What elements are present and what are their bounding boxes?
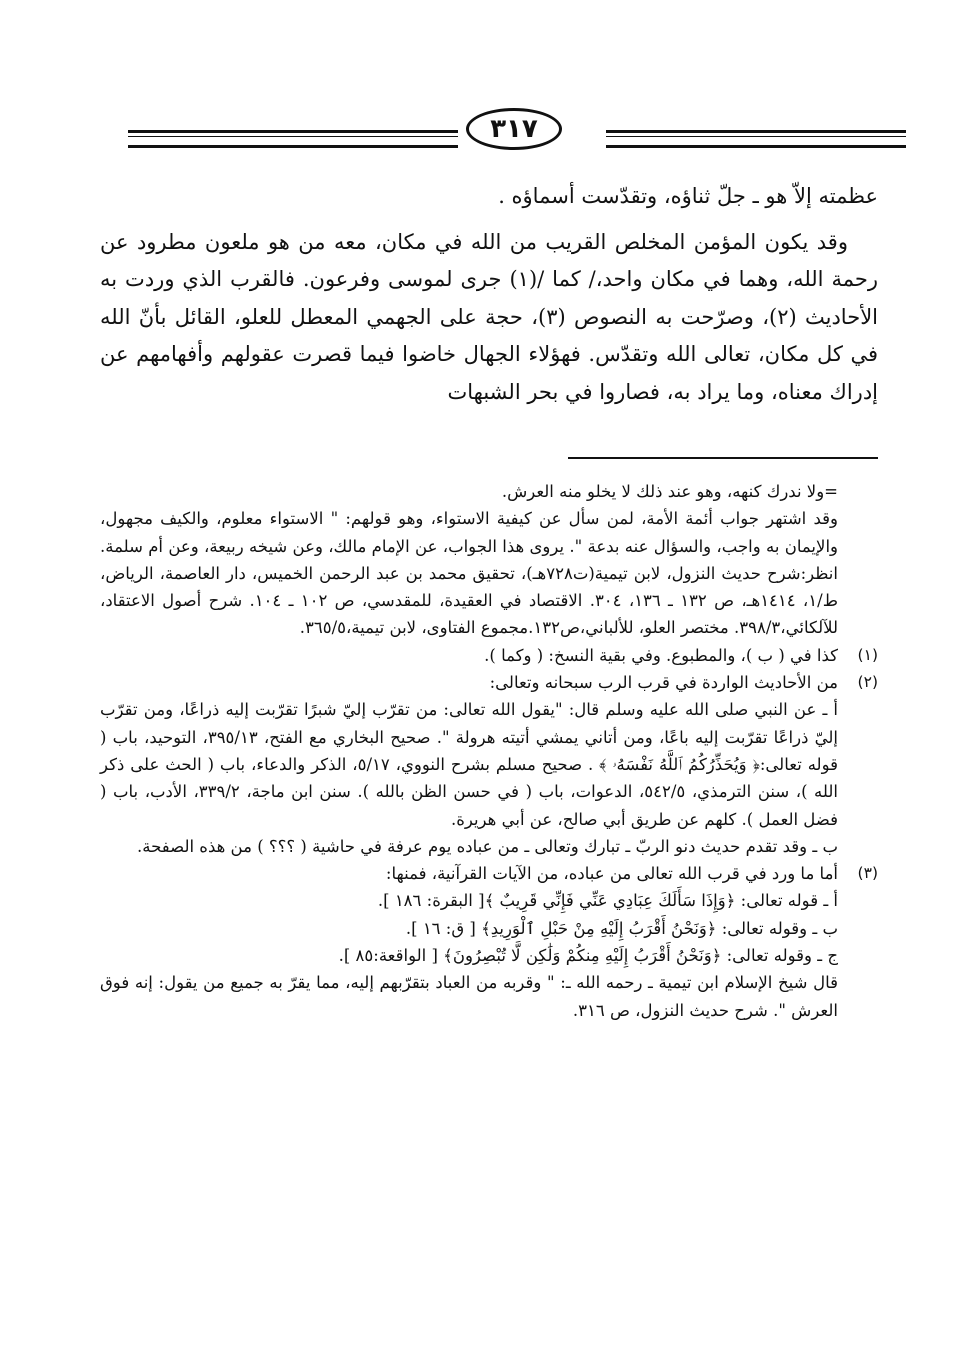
footnote-3-quote: قال شيخ الإسلام ابن تيمية ـ رحمه الله ـ: " وقربه من العباد بتقرّبهم إليه، مما يقرّ به جميع من يقول: إنه فوق العرش ". شرح حديث النزول، ص ٣١٦.	[100, 973, 838, 1020]
footnote-3-mark: (٣)	[857, 864, 878, 883]
footnote-2-text: من الأحاديث الواردة في قرب الرب سبحانه وتعالى:	[489, 673, 838, 693]
footnote-3-item-c: ج ـ وقوله تعالى: ﴿وَنَحْنُ أَقْرَبُ إِلَيْهِ مِنكُمْ وَلَٰكِن لَّا تُبْصِرُونَ﴾ [ الواقعة:٨٥ ].	[338, 946, 838, 966]
main-text-line: عظمته إلاّ هو ـ جلّ ثناؤه، وتقدّست أسماؤه .	[498, 184, 878, 208]
footnote-2-item-a: أ ـ عن النبي صلى الله عليه وسلم قال: "يقول الله تعالى: من تقرّب إليّ شبرًا تقرّبت إليه ذراعًا، ومن تقرّب إليّ ذراعًا تقرّبت إليه باعًا، ومن أتاني يمشي أتيته هرولة ". صحيح البخاري مع الفتح، ٣٩٥/١٣، التوحيد، باب ( قوله تعالى:﴿ وَيُحَذِّرُكُمُ ٱللَّهُ نَفْسَهُۥ ﴾ . صحيح مسلم بشرح النووي، ٥/١٧، الذكر والدعاء، باب ( الحث على ذكر الله )، سنن الترمذي، ٥٤٢/٥، الدعوات، باب ( في حسن الظن بالله ). سنن ابن ماجة، ٣٣٩/٢، الأدب، باب ( فضل العمل ). كلهم عن طريق أبي صالح، عن أبي هريرة.	[100, 700, 839, 829]
footnote-3-item-b: ب ـ وقوله تعالى: ﴿وَنَحْنُ أَقْرَبُ إِلَيْهِ مِنْ حَبْلِ ٱلْوَرِيدِ﴾ [ ق: ١٦ ].	[405, 918, 838, 938]
footnote-1	[100, 642, 878, 669]
main-text-paragraph: وقد يكون المؤمن المخلص القريب من الله في مكان، معه من هو ملعون مطرود عن رحمة الله، وهما في مكان واحد،/ كما /(١) جرى لموسى وفرعون. فالقرب الذي وردت به الأحاديث (٢)، وصرّحت به النصوص (٣)، حجة على الجهمي المعطل للعلو، القائل بأنّ الله في كل مكان، تعالى الله وتقدّس. فهؤلاء الجهال خاضوا فيما قصرت عقولهم وأفهامهم عن إدراك معناه، وما يراد به، فصاروا في بحر الشبهات	[100, 229, 878, 404]
page-number-badge: ٣١٧	[466, 108, 562, 150]
footnote-divider	[568, 457, 878, 459]
footnotes	[100, 478, 878, 1024]
footnote-3-text: أما ما ورد في قرب الله تعالى من عباده، من الآيات القرآنية، فمنها:	[385, 864, 838, 884]
footnote-2-item-b: ب ـ وقد تقدم حديث دنو الربّ ـ تبارك وتعالى ـ من عباده يوم عرفة في حاشية ( ؟؟؟ ) من هذه الصفحة.	[137, 836, 838, 856]
page-header	[128, 108, 906, 158]
footnote-3-item-a: أ ـ قوله تعالى: ﴿وَإِذَا سَأَلَكَ عِبَادِي عَنِّي فَإِنِّي قَرِيبٌ ﴾[ البقرة: ١٨٦ ].	[377, 891, 838, 911]
main-text	[100, 178, 878, 411]
header-rule-left	[128, 130, 458, 148]
footnote-3	[100, 860, 878, 887]
footnote-1-mark: (١)	[857, 645, 878, 664]
footnote-2-mark: (٢)	[857, 673, 878, 692]
footnote-continuation-paragraph: وقد اشتهر جواب أئمة الأمة، لمن سأل عن كيفية الاستواء، وهو قولهم: " الاستواء معلوم، والكيف مجهول، والإيمان به واجب، والسؤال عنه بدعة ". يروى هذا الجواب، عن الإمام مالك، وعن شيخه ربيعة، وعن أم سلمة. انظر:شرح حديث النزول، لابن تيمية(ت٧٢٨هـ)، تحقيق محمد بن عبد الرحمن الخميس، دار العاصمة، الرياض، ط/١، ١٤١٤هـ، ص ١٣٢ ـ ١٣٦، ٣٠٤. الاقتصاد في العقيدة، للمقدسي، ص ١٠٢ ـ ١٠٤. شرح أصول الاعتقاد، للآلكائي،٣٩٨/٣. مختصر العلو، للألباني،ص١٣٢.مجموع الفتاوى، لابن تيمية،٣٦٥/٥.	[100, 509, 838, 638]
header-rule-right	[606, 130, 906, 148]
footnote-2	[100, 669, 878, 696]
footnote-1-text: كذا في ( ب )، والمطبوع. وفي بقية النسخ: ( وكما ).	[484, 645, 838, 665]
footnote-continuation-line: =ولا ندرك كنهه، وهو عند ذلك لا يخلو منه العرش.	[501, 482, 838, 501]
